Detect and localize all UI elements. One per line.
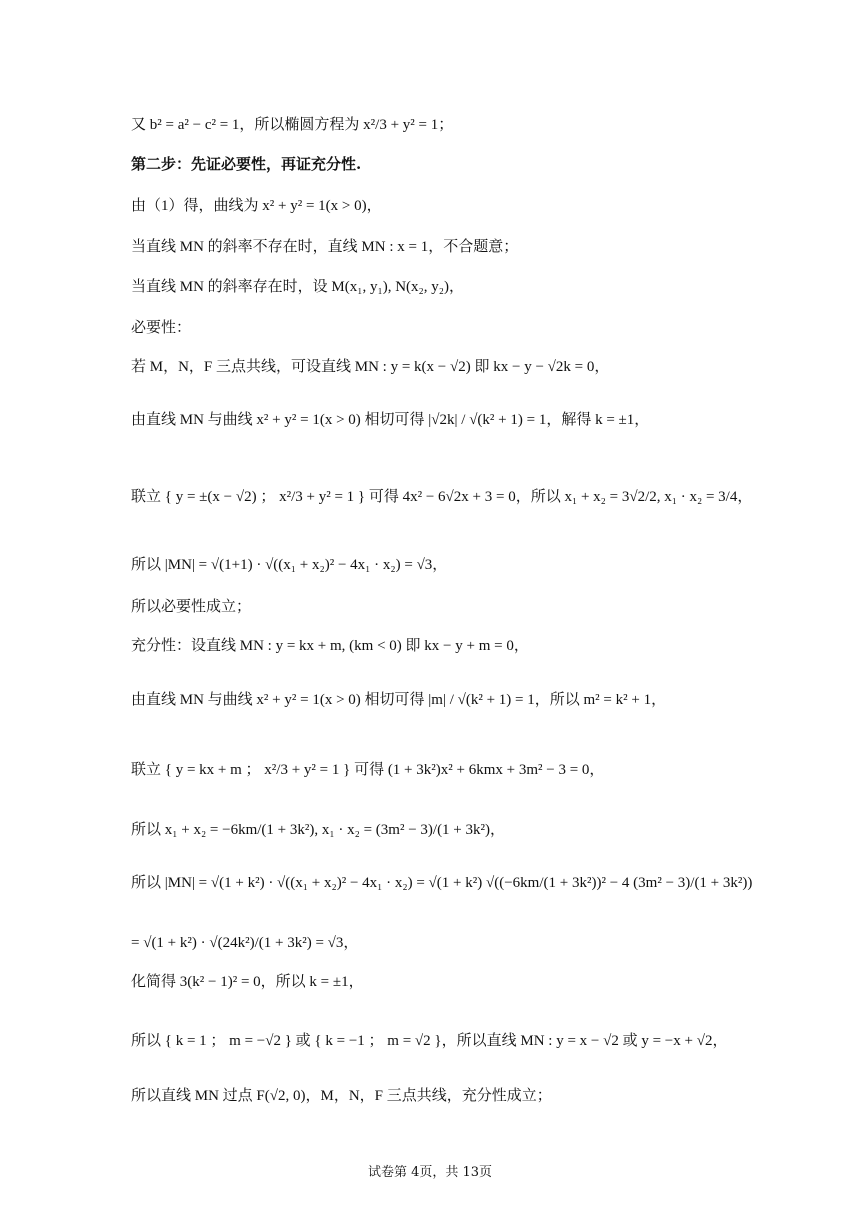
text-line: 若 M，N，F 三点共线，可设直线 MN : y = k(x − √2) 即 kx − y − √2k = 0， [131,359,610,375]
text-line: 又 b² = a² − c² = 1，所以椭圆方程为 x²/3 + y² = 1； [131,117,454,133]
text-line: = √(1 + k²) · √(24k²)/(1 + 3k²) = √3， [131,935,359,951]
text-line: 当直线 MN 的斜率存在时，设 M(x₁, y₁), N(x₂, y₂)， [131,279,464,295]
text-line: 所以直线 MN 过点 F(√2, 0)，M，N，F 三点共线，充分性成立； [131,1088,552,1104]
text-line: 所以 |MN| = √(1 + k²) · √((x₁ + x₂)² − 4x₁ · x₂) = √(1 + k²) √((−6km/(1 + 3k²))² − 4 (3m² − 3)/(1 + 3k²)) [131,875,753,891]
text-line: 充分性：设直线 MN : y = kx + m, (km < 0) 即 kx − y + m = 0， [131,638,529,654]
text-line: 必要性： [131,320,192,336]
page-footer: 试卷第 4页，共 13页 [367,1165,493,1180]
text-line: 所以 { k = 1 ； m = −√2 } 或 { k = −1 ； m = √2 }，所以直线 MN : y = x − √2 或 y = −x + √2， [131,1033,728,1049]
text-line: 化简得 3(k² − 1)² = 0，所以 k = ±1， [131,974,364,990]
text-line: 由直线 MN 与曲线 x² + y² = 1(x > 0) 相切可得 |√2k| / √(k² + 1) = 1，解得 k = ±1， [131,412,650,428]
text-line: 所以 |MN| = √(1+1) · √((x₁ + x₂)² − 4x₁ · x₂) = √3， [131,557,448,573]
text-line: 由（1）得，曲线为 x² + y² = 1(x > 0)， [131,198,382,214]
step-heading: 第二步：先证必要性，再证充分性. [131,155,362,173]
text-line: 当直线 MN 的斜率不存在时，直线 MN : x = 1，不合题意； [131,239,519,255]
text-line: 联立 { y = ±(x − √2) ； x²/3 + y² = 1 } 可得 4x² − 6√2x + 3 = 0，所以 x₁ + x₂ = 3√2/2, x₁ · x₂ = 3/4， [131,489,753,505]
text-line: 所以 x₁ + x₂ = −6km/(1 + 3k²), x₁ · x₂ = (3m² − 3)/(1 + 3k²)， [131,822,506,838]
text-line: 联立 { y = kx + m ； x²/3 + y² = 1 } 可得 (1 + 3k²)x² + 6kmx + 3m² − 3 = 0， [131,762,605,778]
text-line: 由直线 MN 与曲线 x² + y² = 1(x > 0) 相切可得 |m| / √(k² + 1) = 1，所以 m² = k² + 1， [131,692,667,708]
text-line: 所以必要性成立； [131,599,252,615]
